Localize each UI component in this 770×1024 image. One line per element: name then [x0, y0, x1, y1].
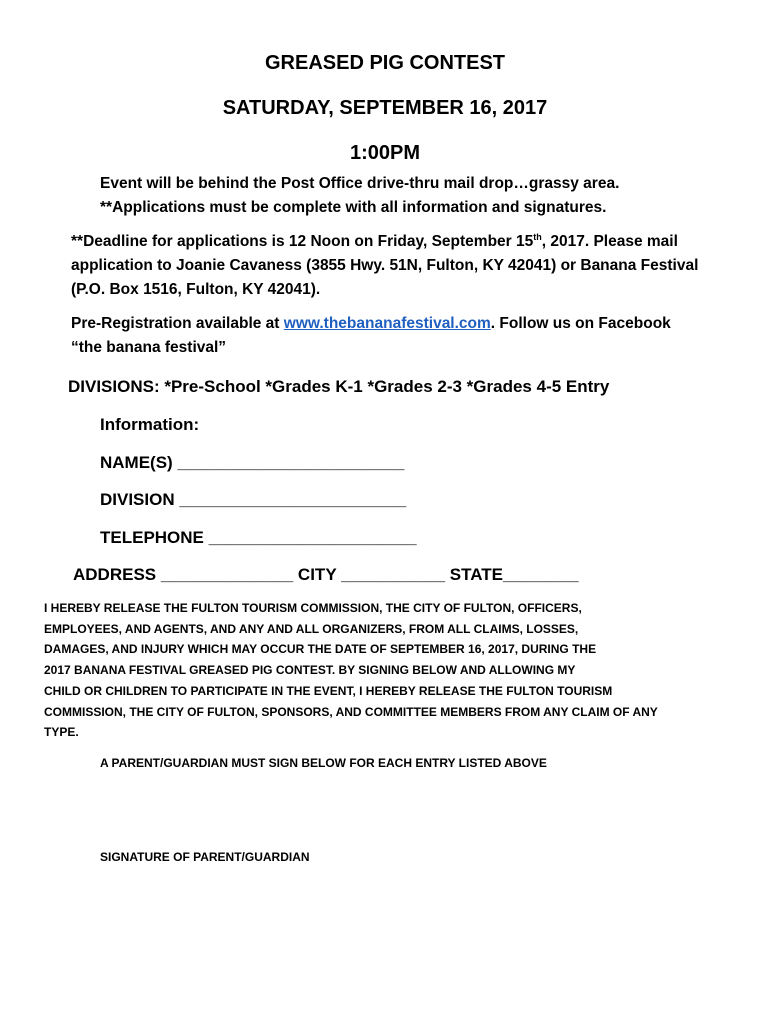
release-line: TYPE.: [44, 725, 79, 739]
deadline-text-end: , 2017. Please mail: [541, 233, 678, 250]
event-time: 1:00PM: [349, 142, 421, 164]
registration-line-2: “the banana festival”: [71, 339, 227, 356]
parent-guardian-notice: A PARENT/GUARDIAN MUST SIGN BELOW FOR EACH ENTRY LISTED ABOVE: [100, 756, 547, 770]
registration-suffix: . Follow us on Facebook: [490, 315, 671, 332]
information-label: Information:: [100, 415, 200, 434]
event-date: SATURDAY, SEPTEMBER 16, 2017: [222, 97, 548, 119]
release-line: CHILD OR CHILDREN TO PARTICIPATE IN THE EVENT, I HEREBY RELEASE THE FULTON TOURISM: [44, 684, 613, 698]
release-line: I HEREBY RELEASE THE FULTON TOURISM COMMISSION, THE CITY OF FULTON, OFFICERS,: [44, 601, 582, 615]
release-line: 2017 BANANA FESTIVAL GREASED PIG CONTEST. BY SIGNING BELOW AND ALLOWING MY: [44, 663, 576, 677]
festival-website-link[interactable]: www.thebananafestival.com: [283, 315, 491, 332]
deadline-line-1: [71, 233, 678, 251]
names-field[interactable]: NAME(S) ________________________: [100, 453, 405, 472]
telephone-field[interactable]: TELEPHONE ______________________: [100, 528, 417, 547]
deadline-line-3: (P.O. Box 1516, Fulton, KY 42041).: [71, 281, 321, 298]
intro-location: Event will be behind the Post Office drive-thru mail drop…grassy area.: [100, 175, 620, 192]
address-city-state-field[interactable]: ADDRESS ______________ CITY ___________ STATE________: [73, 565, 579, 584]
division-field[interactable]: DIVISION ________________________: [100, 490, 407, 509]
deadline-line-2: application to Joanie Cavaness (3855 Hwy. 51N, Fulton, KY 42041) or Banana Festival: [71, 257, 699, 274]
release-line: COMMISSION, THE CITY OF FULTON, SPONSORS, AND COMMITTEE MEMBERS FROM ANY CLAIM OF ANY: [44, 705, 658, 719]
intro-requirement: **Applications must be complete with all information and signatures.: [100, 199, 607, 216]
registration-prefix: Pre-Registration available at: [71, 315, 284, 332]
page-title: GREASED PIG CONTEST: [264, 52, 506, 74]
signature-label: SIGNATURE OF PARENT/GUARDIAN: [100, 850, 310, 864]
deadline-text: **Deadline for applications is 12 Noon on Friday, September 15: [71, 233, 534, 250]
release-line: EMPLOYEES, AND AGENTS, AND ANY AND ALL ORGANIZERS, FROM ALL CLAIMS, LOSSES,: [44, 622, 579, 636]
registration-line-1: [71, 315, 671, 333]
deadline-superscript: th: [533, 232, 542, 242]
release-line: DAMAGES, AND INJURY WHICH MAY OCCUR THE DATE OF SEPTEMBER 16, 2017, DURING THE: [44, 642, 597, 656]
divisions-list: DIVISIONS: *Pre-School *Grades K-1 *Grades 2-3 *Grades 4-5 Entry: [68, 377, 610, 396]
